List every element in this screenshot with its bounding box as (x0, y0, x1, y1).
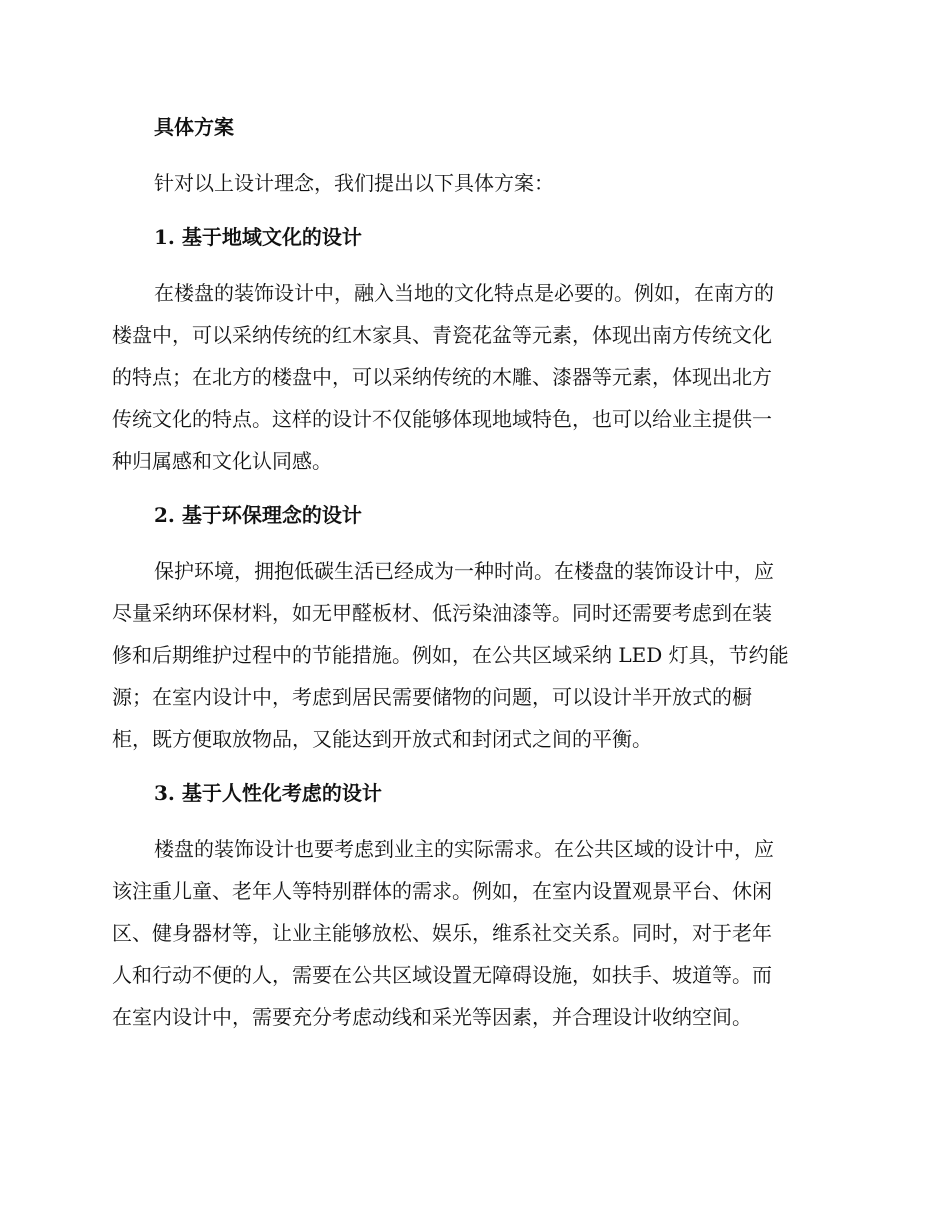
paragraph-line: 在室内设计中，需要充分考虑动线和采光等因素，并合理设计收纳空间。 (112, 1005, 752, 1029)
intro-paragraph: 针对以上设计理念，我们提出以下具体方案： (154, 171, 554, 195)
paragraph-line: 保护环境，拥抱低碳生活已经成为一种时尚。在楼盘的装饰设计中，应 (154, 559, 774, 583)
paragraph-regional-culture (112, 272, 840, 482)
paragraph-line: 源；在室内设计中，考虑到居民需要储物的问题，可以设计半开放式的橱 (112, 685, 752, 709)
section-title: 具体方案 (154, 115, 234, 139)
paragraph-line: 修和后期维护过程中的节能措施。例如，在公共区域采纳 LED 灯具，节约能 (112, 643, 789, 667)
paragraph-line: 的特点；在北方的楼盘中，可以采纳传统的木雕、漆器等元素，体现出北方 (112, 365, 772, 389)
subsection-heading-1: 1. 基于地域文化的设计 (154, 225, 362, 249)
subsection-heading-3: 3. 基于人性化考虑的设计 (154, 781, 382, 805)
paragraph-line: 区、健身器材等，让业主能够放松、娱乐，维系社交关系。同时，对于老年 (112, 921, 772, 945)
paragraph-line: 该注重儿童、老年人等特别群体的需求。例如，在室内设置观景平台、休闲 (112, 879, 772, 903)
paragraph-line: 柜，既方便取放物品，又能达到开放式和封闭式之间的平衡。 (112, 727, 652, 751)
paragraph-humanized-design (112, 828, 840, 1038)
paragraph-line: 楼盘的装饰设计也要考虑到业主的实际需求。在公共区域的设计中，应 (154, 837, 774, 861)
paragraph-line: 楼盘中，可以采纳传统的红木家具、青瓷花盆等元素，体现出南方传统文化 (112, 323, 772, 347)
paragraph-eco-concept (112, 550, 840, 760)
document-page (112, 108, 840, 1052)
paragraph-line: 种归属感和文化认同感。 (112, 449, 332, 473)
subsection-heading-2: 2. 基于环保理念的设计 (154, 503, 362, 527)
paragraph-line: 在楼盘的装饰设计中，融入当地的文化特点是必要的。例如，在南方的 (154, 281, 774, 305)
paragraph-line: 人和行动不便的人，需要在公共区域设置无障碍设施，如扶手、坡道等。而 (112, 963, 772, 987)
paragraph-line: 尽量采纳环保材料，如无甲醛板材、低污染油漆等。同时还需要考虑到在装 (112, 601, 772, 625)
paragraph-line: 传统文化的特点。这样的设计不仅能够体现地域特色，也可以给业主提供一 (112, 407, 772, 431)
